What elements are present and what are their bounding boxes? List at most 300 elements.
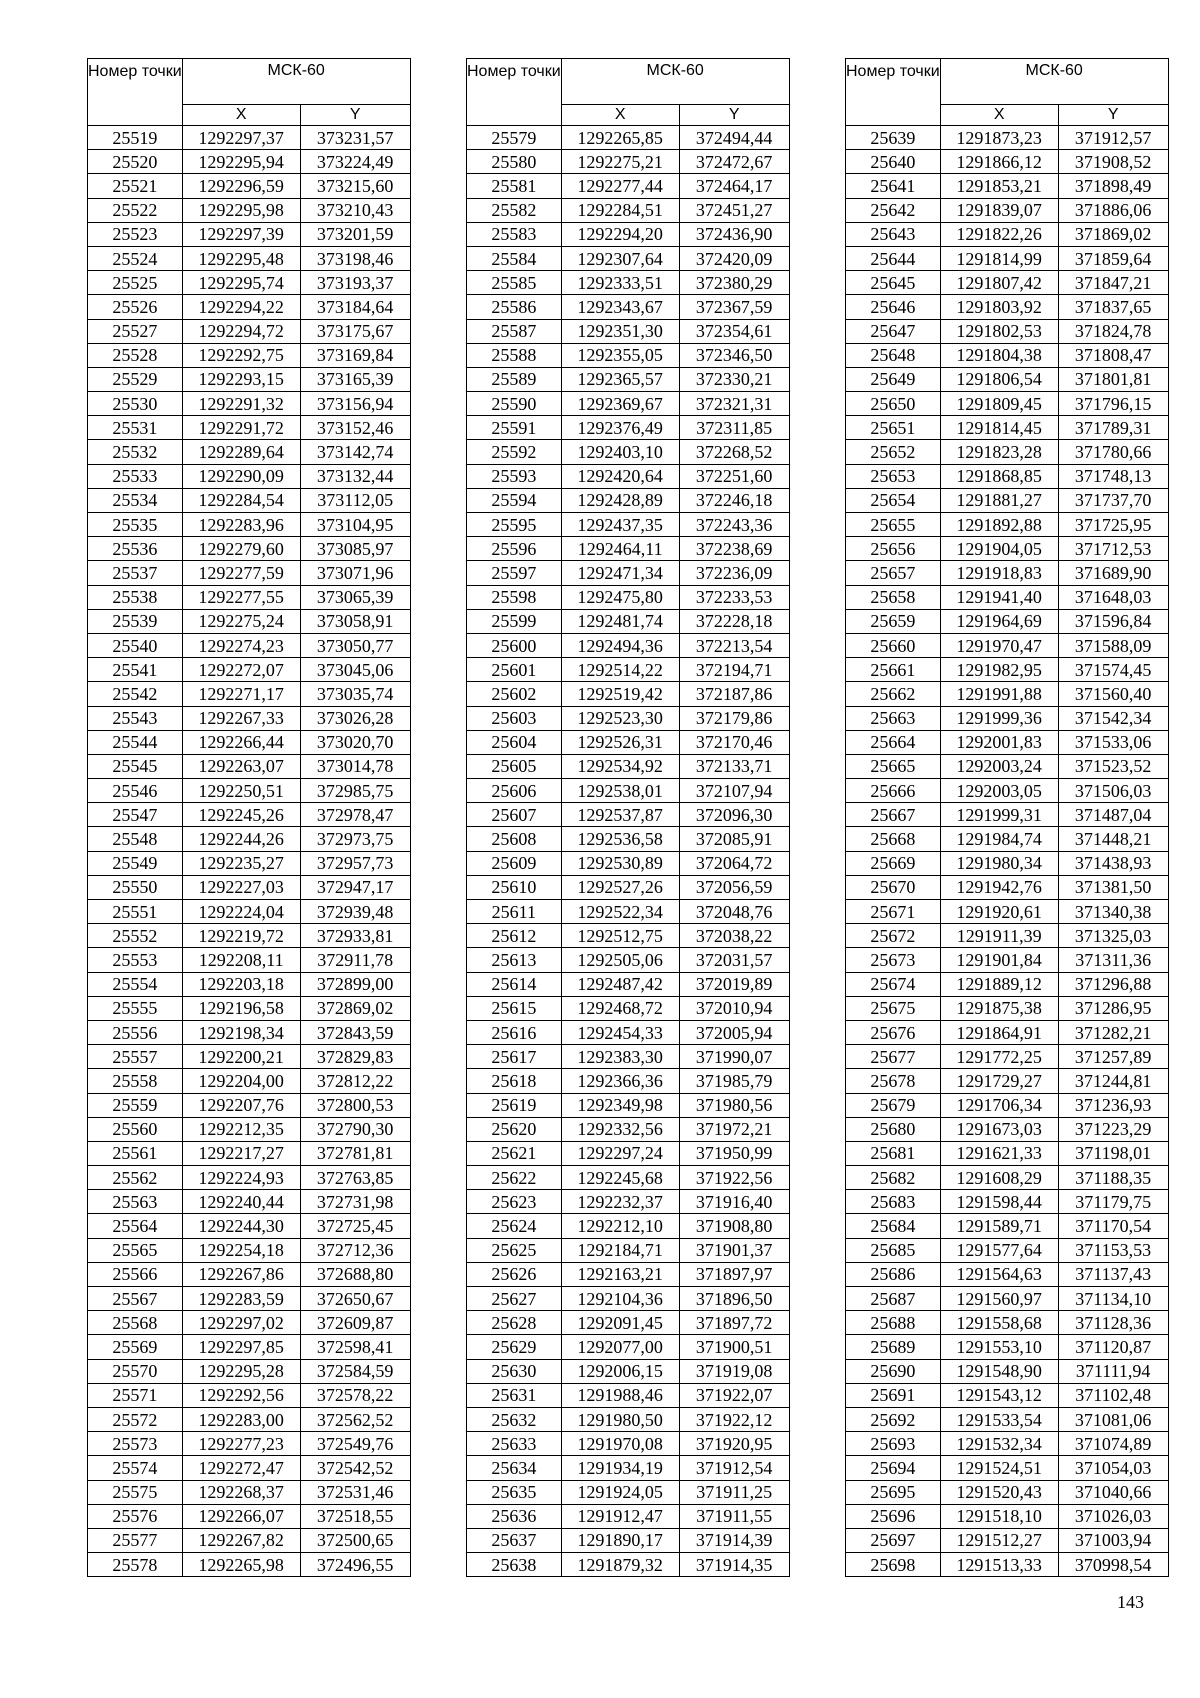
y-coordinate-cell: 371003,94 [1058, 1528, 1168, 1552]
point-number-cell: 25655 [846, 513, 941, 537]
x-coordinate-cell: 1292512,75 [561, 924, 679, 948]
table-row [846, 1214, 1169, 1238]
point-number-cell: 25573 [88, 1432, 183, 1456]
table-row [88, 1238, 411, 1262]
x-coordinate-cell: 1292294,72 [182, 319, 300, 343]
point-number-cell: 25546 [88, 779, 183, 803]
x-coordinate-cell: 1292245,68 [561, 1166, 679, 1190]
x-coordinate-cell: 1292265,98 [182, 1553, 300, 1577]
x-coordinate-cell: 1292277,59 [182, 561, 300, 585]
point-number-cell: 25651 [846, 416, 941, 440]
point-number-cell: 25588 [467, 343, 562, 367]
point-number-cell: 25531 [88, 416, 183, 440]
y-coordinate-cell: 373035,74 [300, 682, 410, 706]
y-coordinate-cell: 371900,51 [679, 1335, 789, 1359]
y-coordinate-cell: 372933,81 [300, 924, 410, 948]
point-number-cell: 25656 [846, 537, 941, 561]
table-row [88, 319, 411, 343]
y-coordinate-cell: 371040,66 [1058, 1480, 1168, 1504]
x-coordinate-cell: 1291524,51 [940, 1456, 1058, 1480]
table-row [88, 827, 411, 851]
x-coordinate-cell: 1292268,37 [182, 1480, 300, 1504]
table-row [846, 827, 1169, 851]
y-coordinate-cell: 372800,53 [300, 1093, 410, 1117]
table-row [88, 513, 411, 537]
x-coordinate-cell: 1292267,33 [182, 706, 300, 730]
y-coordinate-cell: 372170,46 [679, 730, 789, 754]
table-row [88, 198, 411, 222]
point-number-cell: 25676 [846, 1020, 941, 1044]
point-number-cell: 25680 [846, 1117, 941, 1141]
x-coordinate-cell: 1291980,50 [561, 1407, 679, 1431]
y-coordinate-cell: 372763,85 [300, 1166, 410, 1190]
x-coordinate-cell: 1292250,51 [182, 779, 300, 803]
x-coordinate-cell: 1292207,76 [182, 1093, 300, 1117]
point-number-cell: 25653 [846, 464, 941, 488]
point-number-cell: 25559 [88, 1093, 183, 1117]
y-coordinate-cell: 371134,10 [1058, 1287, 1168, 1311]
x-coordinate-cell: 1291970,08 [561, 1432, 679, 1456]
y-coordinate-cell: 372038,22 [679, 924, 789, 948]
table-row [88, 1045, 411, 1069]
table-row [467, 1117, 790, 1141]
point-number-cell: 25682 [846, 1166, 941, 1190]
x-coordinate-cell: 1292522,34 [561, 900, 679, 924]
x-coordinate-cell: 1292494,36 [561, 633, 679, 657]
y-coordinate-cell: 371588,09 [1058, 633, 1168, 657]
x-coordinate-cell: 1291934,19 [561, 1456, 679, 1480]
x-coordinate-cell: 1291980,34 [940, 851, 1058, 875]
x-coordinate-cell: 1292333,51 [561, 271, 679, 295]
table-row [467, 851, 790, 875]
point-number-cell: 25549 [88, 851, 183, 875]
x-coordinate-cell: 1291901,84 [940, 948, 1058, 972]
y-coordinate-cell: 373210,43 [300, 198, 410, 222]
point-number-cell: 25552 [88, 924, 183, 948]
y-coordinate-cell: 371796,15 [1058, 392, 1168, 416]
y-coordinate-cell: 371188,35 [1058, 1166, 1168, 1190]
y-coordinate-cell: 371648,03 [1058, 585, 1168, 609]
x-coordinate-cell: 1292343,67 [561, 295, 679, 319]
y-coordinate-cell: 371381,50 [1058, 875, 1168, 899]
table-row [467, 948, 790, 972]
point-number-cell: 25621 [467, 1141, 562, 1165]
x-coordinate-cell: 1292104,36 [561, 1287, 679, 1311]
y-coordinate-cell: 372843,59 [300, 1020, 410, 1044]
x-coordinate-cell: 1291866,12 [940, 150, 1058, 174]
point-number-cell: 25671 [846, 900, 941, 924]
y-coordinate-cell: 372056,59 [679, 875, 789, 899]
x-coordinate-cell: 1291904,05 [940, 537, 1058, 561]
y-coordinate-cell: 371286,95 [1058, 996, 1168, 1020]
point-number-cell: 25659 [846, 609, 941, 633]
point-number-cell: 25532 [88, 440, 183, 464]
table-row [467, 1214, 790, 1238]
table-row [846, 1383, 1169, 1407]
x-coordinate-cell: 1292277,23 [182, 1432, 300, 1456]
table-row [467, 440, 790, 464]
table-row [846, 1093, 1169, 1117]
y-coordinate-cell: 372549,76 [300, 1432, 410, 1456]
point-number-cell: 25547 [88, 803, 183, 827]
table-row [467, 1020, 790, 1044]
point-number-cell: 25674 [846, 972, 941, 996]
y-coordinate-cell: 371137,43 [1058, 1262, 1168, 1286]
x-coordinate-cell: 1292527,26 [561, 875, 679, 899]
y-coordinate-cell: 371712,53 [1058, 537, 1168, 561]
y-coordinate-cell: 371922,07 [679, 1383, 789, 1407]
point-number-cell: 25607 [467, 803, 562, 827]
y-coordinate-cell: 371111,94 [1058, 1359, 1168, 1383]
point-number-cell: 25647 [846, 319, 941, 343]
x-coordinate-cell: 1292284,51 [561, 198, 679, 222]
y-coordinate-cell: 372187,86 [679, 682, 789, 706]
y-column-header: Y [1058, 105, 1168, 126]
point-number-cell: 25564 [88, 1214, 183, 1238]
point-number-cell: 25689 [846, 1335, 941, 1359]
y-coordinate-cell: 371912,54 [679, 1456, 789, 1480]
table-row [467, 754, 790, 778]
point-number-cell: 25519 [88, 126, 183, 150]
point-number-cell: 25541 [88, 658, 183, 682]
table-row [467, 1238, 790, 1262]
x-coordinate-cell: 1292487,42 [561, 972, 679, 996]
x-coordinate-cell: 1292271,17 [182, 682, 300, 706]
table-row [467, 875, 790, 899]
table-row [846, 343, 1169, 367]
point-number-cell: 25539 [88, 609, 183, 633]
x-coordinate-cell: 1291991,88 [940, 682, 1058, 706]
table-row [846, 1359, 1169, 1383]
point-number-cell: 25667 [846, 803, 941, 827]
y-coordinate-cell: 373184,64 [300, 295, 410, 319]
table-row [88, 174, 411, 198]
table-row [88, 779, 411, 803]
table-row [846, 1311, 1169, 1335]
x-coordinate-cell: 1291864,91 [940, 1020, 1058, 1044]
y-coordinate-cell: 372598,41 [300, 1335, 410, 1359]
x-coordinate-cell: 1291806,54 [940, 367, 1058, 391]
point-number-cell: 25616 [467, 1020, 562, 1044]
point-number-cell: 25557 [88, 1045, 183, 1069]
table-row [846, 972, 1169, 996]
table-row [88, 150, 411, 174]
x-coordinate-cell: 1292295,98 [182, 198, 300, 222]
table-row [88, 730, 411, 754]
x-coordinate-cell: 1291814,99 [940, 246, 1058, 270]
y-coordinate-cell: 371198,01 [1058, 1141, 1168, 1165]
x-coordinate-cell: 1291553,10 [940, 1335, 1058, 1359]
x-coordinate-cell: 1292295,74 [182, 271, 300, 295]
point-number-cell: 25658 [846, 585, 941, 609]
point-number-cell: 25660 [846, 633, 941, 657]
table-row [846, 1020, 1169, 1044]
x-coordinate-cell: 1292283,59 [182, 1287, 300, 1311]
x-coordinate-cell: 1292365,57 [561, 367, 679, 391]
point-number-cell: 25563 [88, 1190, 183, 1214]
point-number-cell: 25597 [467, 561, 562, 585]
y-coordinate-cell: 371054,03 [1058, 1456, 1168, 1480]
x-coordinate-cell: 1292275,24 [182, 609, 300, 633]
x-coordinate-cell: 1291729,27 [940, 1069, 1058, 1093]
x-coordinate-cell: 1291942,76 [940, 875, 1058, 899]
point-number-cell: 25648 [846, 343, 941, 367]
table-row [467, 1359, 790, 1383]
table-row [88, 367, 411, 391]
y-coordinate-cell: 372688,80 [300, 1262, 410, 1286]
point-number-cell: 25525 [88, 271, 183, 295]
point-number-cell: 25649 [846, 367, 941, 391]
table-row [88, 851, 411, 875]
point-number-cell: 25668 [846, 827, 941, 851]
y-coordinate-cell: 373231,57 [300, 126, 410, 150]
x-coordinate-cell: 1292266,44 [182, 730, 300, 754]
point-number-cell: 25625 [467, 1238, 562, 1262]
y-coordinate-cell: 372712,36 [300, 1238, 410, 1262]
table-row [467, 1045, 790, 1069]
y-column-header: Y [679, 105, 789, 126]
point-number-cell: 25697 [846, 1528, 941, 1552]
point-number-cell: 25592 [467, 440, 562, 464]
point-number-cell: 25576 [88, 1504, 183, 1528]
point-number-cell: 25635 [467, 1480, 562, 1504]
table-row [846, 658, 1169, 682]
point-number-cell: 25622 [467, 1166, 562, 1190]
table-row [846, 1480, 1169, 1504]
point-number-cell: 25609 [467, 851, 562, 875]
point-number-header: Номер точки [846, 59, 941, 126]
y-coordinate-cell: 371296,88 [1058, 972, 1168, 996]
table-row [846, 633, 1169, 657]
x-coordinate-cell: 1291970,47 [940, 633, 1058, 657]
x-coordinate-cell: 1292200,21 [182, 1045, 300, 1069]
table-row [846, 996, 1169, 1020]
point-number-cell: 25544 [88, 730, 183, 754]
point-number-cell: 25540 [88, 633, 183, 657]
table-row [88, 561, 411, 585]
table-row [846, 1117, 1169, 1141]
x-coordinate-cell: 1291982,95 [940, 658, 1058, 682]
point-number-cell: 25589 [467, 367, 562, 391]
point-number-cell: 25612 [467, 924, 562, 948]
point-number-cell: 25675 [846, 996, 941, 1020]
point-number-cell: 25686 [846, 1262, 941, 1286]
y-coordinate-cell: 372346,50 [679, 343, 789, 367]
x-coordinate-cell: 1292519,42 [561, 682, 679, 706]
point-number-cell: 25691 [846, 1383, 941, 1407]
x-coordinate-cell: 1291673,03 [940, 1117, 1058, 1141]
coordinate-system-header: МСК-60 [182, 59, 410, 105]
x-coordinate-cell: 1291879,32 [561, 1553, 679, 1577]
table-row [846, 779, 1169, 803]
y-coordinate-cell: 371102,48 [1058, 1383, 1168, 1407]
x-coordinate-cell: 1292212,35 [182, 1117, 300, 1141]
y-coordinate-cell: 373020,70 [300, 730, 410, 754]
table-row [846, 900, 1169, 924]
y-coordinate-cell: 371179,75 [1058, 1190, 1168, 1214]
table-row [467, 682, 790, 706]
table-row [88, 1335, 411, 1359]
x-column-header: X [940, 105, 1058, 126]
point-number-cell: 25663 [846, 706, 941, 730]
table-row [467, 924, 790, 948]
coordinates-table-2 [466, 58, 790, 1577]
x-coordinate-cell: 1291999,31 [940, 803, 1058, 827]
y-coordinate-cell: 371081,06 [1058, 1407, 1168, 1431]
point-number-cell: 25530 [88, 392, 183, 416]
point-number-cell: 25624 [467, 1214, 562, 1238]
point-number-cell: 25569 [88, 1335, 183, 1359]
point-number-cell: 25522 [88, 198, 183, 222]
y-coordinate-cell: 373071,96 [300, 561, 410, 585]
y-coordinate-cell: 372947,17 [300, 875, 410, 899]
table-row [88, 1383, 411, 1407]
table-row [467, 1432, 790, 1456]
y-coordinate-cell: 372899,00 [300, 972, 410, 996]
x-coordinate-cell: 1292538,01 [561, 779, 679, 803]
table-row [467, 1141, 790, 1165]
point-number-cell: 25526 [88, 295, 183, 319]
x-coordinate-cell: 1291772,25 [940, 1045, 1058, 1069]
x-coordinate-cell: 1292294,22 [182, 295, 300, 319]
y-coordinate-cell: 371801,81 [1058, 367, 1168, 391]
point-number-cell: 25595 [467, 513, 562, 537]
point-number-cell: 25527 [88, 319, 183, 343]
table-row [88, 1166, 411, 1190]
y-coordinate-cell: 372243,36 [679, 513, 789, 537]
table-row [467, 1287, 790, 1311]
point-number-cell: 25615 [467, 996, 562, 1020]
point-number-cell: 25633 [467, 1432, 562, 1456]
x-coordinate-cell: 1292297,02 [182, 1311, 300, 1335]
point-number-cell: 25611 [467, 900, 562, 924]
point-number-cell: 25591 [467, 416, 562, 440]
table-row [88, 392, 411, 416]
x-coordinate-cell: 1292514,22 [561, 658, 679, 682]
x-coordinate-cell: 1292227,03 [182, 875, 300, 899]
coordinate-system-header: МСК-60 [940, 59, 1168, 105]
y-coordinate-cell: 371325,03 [1058, 924, 1168, 948]
point-number-cell: 25634 [467, 1456, 562, 1480]
table-row [467, 561, 790, 585]
point-number-cell: 25637 [467, 1528, 562, 1552]
y-coordinate-cell: 372985,75 [300, 779, 410, 803]
point-number-cell: 25677 [846, 1045, 941, 1069]
x-coordinate-cell: 1292355,05 [561, 343, 679, 367]
y-coordinate-cell: 373156,94 [300, 392, 410, 416]
table-row [846, 392, 1169, 416]
y-coordinate-cell: 371487,04 [1058, 803, 1168, 827]
table-row [467, 1190, 790, 1214]
table-row [88, 924, 411, 948]
point-number-cell: 25678 [846, 1069, 941, 1093]
y-coordinate-cell: 373142,74 [300, 440, 410, 464]
x-coordinate-cell: 1292403,10 [561, 440, 679, 464]
table-row [467, 1407, 790, 1431]
point-number-cell: 25603 [467, 706, 562, 730]
y-coordinate-cell: 373215,60 [300, 174, 410, 198]
table-row [467, 1335, 790, 1359]
y-coordinate-cell: 372451,27 [679, 198, 789, 222]
y-coordinate-cell: 371972,21 [679, 1117, 789, 1141]
point-number-cell: 25685 [846, 1238, 941, 1262]
point-number-cell: 25665 [846, 754, 941, 778]
x-coordinate-cell: 1292091,45 [561, 1311, 679, 1335]
y-column-header: Y [300, 105, 410, 126]
x-coordinate-cell: 1292481,74 [561, 609, 679, 633]
x-coordinate-cell: 1291533,54 [940, 1407, 1058, 1431]
x-coordinate-cell: 1291802,53 [940, 319, 1058, 343]
point-number-cell: 25568 [88, 1311, 183, 1335]
table-row [467, 367, 790, 391]
y-coordinate-cell: 372064,72 [679, 851, 789, 875]
x-coordinate-cell: 1292006,15 [561, 1359, 679, 1383]
x-coordinate-cell: 1291911,39 [940, 924, 1058, 948]
x-coordinate-cell: 1292292,75 [182, 343, 300, 367]
y-coordinate-cell: 371560,40 [1058, 682, 1168, 706]
y-coordinate-cell: 372500,65 [300, 1528, 410, 1552]
y-coordinate-cell: 373085,97 [300, 537, 410, 561]
y-coordinate-cell: 371896,50 [679, 1287, 789, 1311]
point-number-cell: 25551 [88, 900, 183, 924]
point-number-cell: 25579 [467, 126, 562, 150]
table-row [88, 464, 411, 488]
point-number-cell: 25623 [467, 1190, 562, 1214]
point-number-cell: 25599 [467, 609, 562, 633]
y-coordinate-cell: 373201,59 [300, 222, 410, 246]
table-row [88, 1141, 411, 1165]
table-row [88, 416, 411, 440]
table-row [88, 1287, 411, 1311]
x-coordinate-cell: 1292279,60 [182, 537, 300, 561]
point-number-cell: 25679 [846, 1093, 941, 1117]
y-coordinate-cell: 371950,99 [679, 1141, 789, 1165]
x-coordinate-cell: 1292296,59 [182, 174, 300, 198]
y-coordinate-cell: 372464,17 [679, 174, 789, 198]
table-row [846, 1166, 1169, 1190]
y-coordinate-cell: 371596,84 [1058, 609, 1168, 633]
x-coordinate-cell: 1292219,72 [182, 924, 300, 948]
x-coordinate-cell: 1292212,10 [561, 1214, 679, 1238]
y-coordinate-cell: 371859,64 [1058, 246, 1168, 270]
table-row [846, 1407, 1169, 1431]
point-number-cell: 25662 [846, 682, 941, 706]
x-column-header: X [182, 105, 300, 126]
table-row [88, 488, 411, 512]
x-coordinate-cell: 1292003,24 [940, 754, 1058, 778]
y-coordinate-cell: 371236,93 [1058, 1093, 1168, 1117]
table-row [846, 271, 1169, 295]
table-row [88, 440, 411, 464]
y-coordinate-cell: 372330,21 [679, 367, 789, 391]
table-row [846, 198, 1169, 222]
y-coordinate-cell: 371448,21 [1058, 827, 1168, 851]
y-coordinate-cell: 372973,75 [300, 827, 410, 851]
y-coordinate-cell: 371257,89 [1058, 1045, 1168, 1069]
y-coordinate-cell: 371789,31 [1058, 416, 1168, 440]
y-coordinate-cell: 371026,03 [1058, 1504, 1168, 1528]
point-number-cell: 25654 [846, 488, 941, 512]
x-coordinate-cell: 1292203,18 [182, 972, 300, 996]
point-number-cell: 25681 [846, 1141, 941, 1165]
point-number-cell: 25550 [88, 875, 183, 899]
table-row [467, 827, 790, 851]
table-row [846, 1504, 1169, 1528]
table-row [467, 222, 790, 246]
table-row [467, 174, 790, 198]
x-coordinate-cell: 1292297,85 [182, 1335, 300, 1359]
table-row [88, 1456, 411, 1480]
